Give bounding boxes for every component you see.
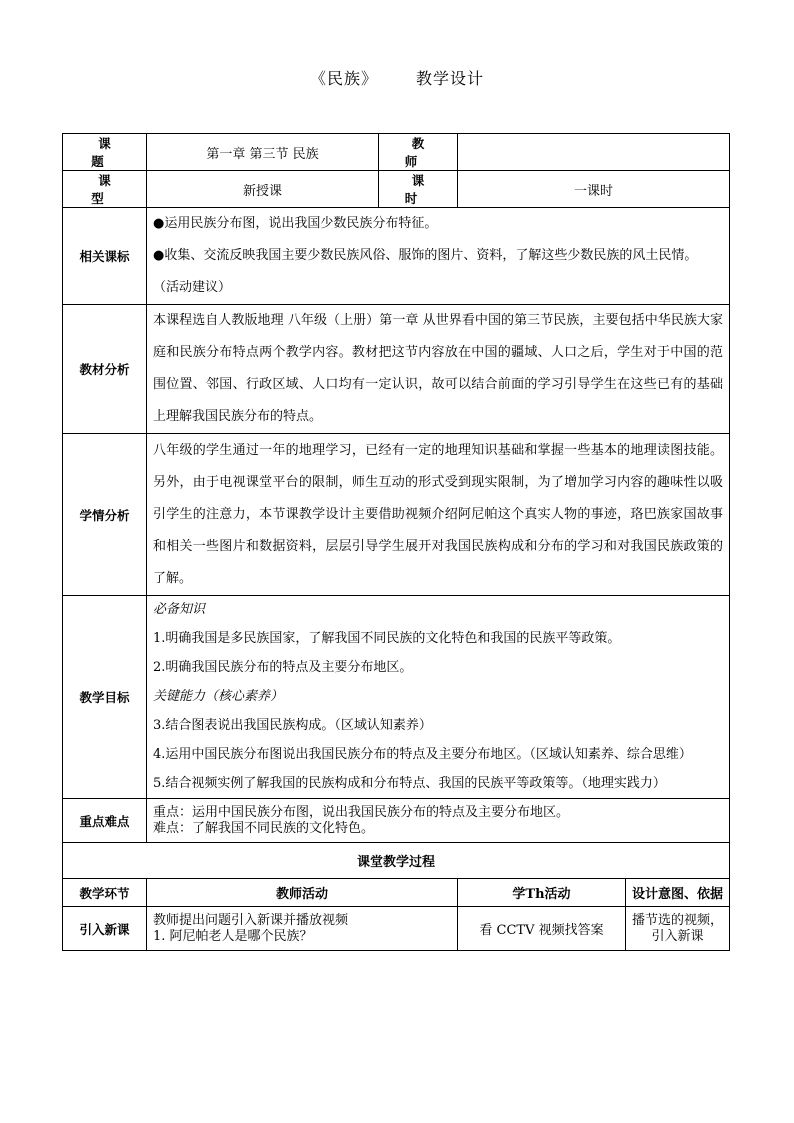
type-label: 课 型	[63, 171, 147, 208]
goals-item-2: 2.明确我国民族分布的特点及主要分布地区。	[153, 660, 413, 675]
topic-label: 课 题	[63, 134, 147, 171]
teacher-activity-line-2: 1. 阿尼帕老人是哪个民族？	[153, 928, 313, 944]
type-row	[63, 171, 730, 208]
material-row	[63, 305, 730, 434]
standards-line-1: ●运用民族分布图，说出我国少数民族分布特征。	[153, 216, 438, 231]
standards-content	[147, 208, 730, 305]
intent-line-1: 播节选的视频，	[632, 912, 724, 928]
process-title: 课堂教学过程	[63, 843, 730, 879]
process-col-student: 学Th活动	[458, 879, 626, 907]
goals-heading-2: 关键能力（核心素养）	[153, 689, 284, 704]
intent-line-2: 引入新课	[651, 928, 704, 944]
process-title-row	[63, 843, 730, 879]
goals-row	[63, 596, 730, 799]
hours-label: 课 时	[379, 171, 458, 208]
goals-label: 教学目标	[63, 596, 147, 799]
type-value: 新授课	[147, 171, 379, 208]
students-label: 学情分析	[63, 434, 147, 596]
keypoints-line-2: 难点：了解我国不同民族的文化特色。	[153, 820, 375, 836]
goals-heading-1: 必备知识	[153, 602, 206, 617]
process-header-row	[63, 879, 730, 907]
keypoints-line-1: 重点：运用中国民族分布图，说出我国民族分布的特点及主要分布地区。	[153, 804, 570, 820]
goals-item-5: 5.结合视频实例了解我国的民族构成和分布特点、我国的民族平等政策等。（地理实践力）	[153, 776, 666, 791]
students-text: 八年级的学生通过一年的地理学习，已经有一定的地理知识基础和掌握一些基本的地理读图技能。另外，由于电视课堂平台的限制，师生互动的形式受到现实限制，为了增加学习内容的趣味性以吸引学生的注意力，本节课教学设计主要借助视频介绍阿尼帕这个真实人物的事迹，珞巴族家国故事和相关一些图片和数据资料，层层引导学生展开对我国民族构成和分布的学习和对我国民族政策的了解。	[147, 434, 730, 596]
standards-row	[63, 208, 730, 305]
students-row	[63, 434, 730, 596]
title-part1: 《民族》	[309, 69, 378, 88]
goals-item-3: 3.结合图表说出我国民族构成。（区域认知素养）	[153, 718, 432, 733]
keypoints-content	[147, 799, 730, 843]
keypoints-row	[63, 799, 730, 843]
topic-value: 第一章 第三节 民族	[147, 134, 379, 171]
title-part2: 教学设计	[416, 69, 485, 88]
topic-row	[63, 134, 730, 171]
standards-line-2: ●收集、交流反映我国主要少数民族风俗、服饰的图片、资料，了解这些少数民族的风土民情。	[153, 248, 698, 263]
teacher-activity-line-1: 教师提出问题引入新课并播放视频	[153, 912, 349, 928]
standards-line-3: （活动建议）	[153, 280, 232, 295]
teacher-label: 教 师	[379, 134, 458, 171]
lesson-plan-table	[62, 133, 730, 951]
hours-value: 一课时	[458, 171, 730, 208]
keypoints-label: 重点难点	[63, 799, 147, 843]
process-row-student: 看 CCTV 视频找答案	[458, 907, 626, 951]
material-label: 教材分析	[63, 305, 147, 434]
goals-item-1: 1.明确我国是多民族国家，了解我国不同民族的文化特色和我国的民族平等政策。	[153, 631, 621, 646]
document-title	[0, 66, 794, 89]
process-row-stage: 引入新课	[63, 907, 147, 951]
teacher-value	[458, 134, 730, 171]
process-row-teacher	[147, 907, 458, 951]
goals-content	[147, 596, 730, 799]
process-row-intro	[63, 907, 730, 951]
process-row-intent	[626, 907, 730, 951]
process-col-intent: 设计意图、依据	[626, 879, 730, 907]
process-col-stage: 教学环节	[63, 879, 147, 907]
goals-item-4: 4.运用中国民族分布图说出我国民族分布的特点及主要分布地区。（区域认知素养、综合思维）	[153, 747, 692, 762]
process-col-teacher: 教师活动	[147, 879, 458, 907]
standards-label: 相关课标	[63, 208, 147, 305]
material-text: 本课程选自人教版地理 八年级（上册）第一章 从世界看中国的第三节民族，主要包括中华民族大家庭和民族分布特点两个教学内容。教材把这节内容放在中国的疆域、人口之后，学生对于中国的范围位置、邻国、行政区域、人口均有一定认识，故可以结合前面的学习引导学生在这些已有的基础上理解我国民族分布的特点。	[147, 305, 730, 434]
